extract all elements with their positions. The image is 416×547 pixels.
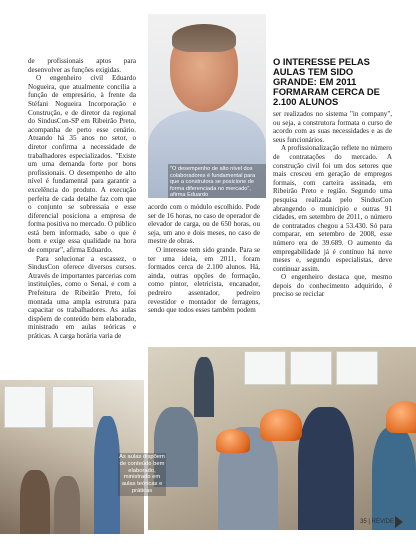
page-footer: 35 | REVIDE (360, 519, 394, 525)
paragraph: de profissionais aptos para desenvolver as funções exigidas. (28, 57, 136, 74)
hard-hat-shape (386, 401, 416, 433)
paragraph: O engenheiro civil Eduardo Nogueira, que atualmente concilia a função de empresário, à frente da Stéfani Nogueira Incorporação e Construção, e de diretor da regional do SindusCon-SP em Ribeirão Preto, acompanha de perto esse cenário. Atuando há 35 anos no setor, o diretor confirma a necessidade de trabalhadores especializados. "Existe um uma demanda forte por bons profissionais. O desempenho de alto nível é fundamental para garantir a excelência do produto. A execução perfeita de cada detalhe faz com que o conjunto se sobressaia e esse diferencial posiciona a empresa de forma positiva no mercado. O público está bem informado, sabe o que é bom e exige essa qualidade na hora de comprar", afirma Eduardo. (28, 74, 136, 255)
hair-shape (172, 24, 236, 52)
paragraph: O interesse tem sido grande. Para se ter uma ideia, em 2011, foram formados cerca de 2.100 alunos. Há, ainda, outras opções de formação, como pintor, eletricista, encanador, pedreiro assentador, pedreiro revestidor e montador de ferragens, sendo que todos esses também podem (148, 245, 260, 315)
article-column-2 (148, 203, 260, 315)
hard-hat-shape (260, 409, 302, 441)
window-shape (290, 351, 332, 385)
student-figure (372, 427, 416, 530)
instructor-figure (194, 357, 214, 417)
paragraph: A profissionalização reflete no número de contratações do mercado. A construção civil foi um dos setores que mais cresceu em geração de empregos formais, com carteira assinada, em Ribeirão Preto e região. Segundo uma pesquisa realizada pelo SindusCon abrangendo o município e outras 91 cidades, em setembro de 2011, o número de contratados chegou a 53.430. Só para comparar, em setembro de 2008, esse número era de 39.689. O aumento da empregabilidade já é contínuo há nove meses e, segundo especialistas, deve continuar assim. (273, 144, 392, 273)
paragraph: ser realizados no sistema "in company", ou seja, a construtora formata o curso de acordo com as suas necessidades e as de seus funcionários. (273, 110, 392, 144)
classroom-photo-students (148, 347, 416, 530)
window-shape (52, 386, 94, 428)
pull-quote-heading: O INTERESSE PELAS AULAS TEM SIDO GRANDE: EM 2011 FORMARAM CERCA DE 2.100 ALUNOS (273, 56, 380, 107)
paragraph: Para solucionar a escassez, o SindusCon oferece diversos cursos. Através de importantes parcerias com instituições, como o Senai, e com a Prefeitura de Ribeirão Preto, foi montada uma ampla estrutura para capacitar os trabalhadores. As aulas dispõem de conteúdo bem elaborado, ministrado em aulas teóricas e práticas. A carga horária varia de (28, 254, 136, 340)
window-shape (336, 351, 378, 385)
instructor-figure (94, 416, 120, 534)
portrait-photo-eduardo-nogueira (148, 14, 266, 198)
article-column-3 (273, 110, 392, 299)
student-figure (54, 476, 80, 534)
paragraph: O engenheiro destaca que, mesmo depois do conhecimento adquirido, é preciso se reciclar (273, 273, 392, 299)
student-figure (20, 470, 50, 534)
window-shape (244, 351, 286, 385)
window-shape (4, 386, 46, 428)
classroom-photo-caption: As aulas dispõem de conteúdo bem elaborado, ministrado em aulas teóricas e práticas (119, 454, 165, 494)
article-column-1 (28, 57, 136, 341)
next-page-arrow-icon (395, 516, 403, 528)
student-figure (298, 407, 354, 530)
hard-hat-shape (216, 429, 250, 453)
paragraph: acordo com o módulo escolhido. Pode ser de 16 horas, no caso de operador de elevador de carga, ou de 650 horas, ou seja, um ano e dois meses, no caso de mestre de obras. (148, 203, 260, 246)
portrait-caption: "O desempenho de alto nível dos colaboradores é fundamental para que a construtora se posicione de forma diferenciada no mercado", afirma Eduardo (168, 164, 266, 198)
